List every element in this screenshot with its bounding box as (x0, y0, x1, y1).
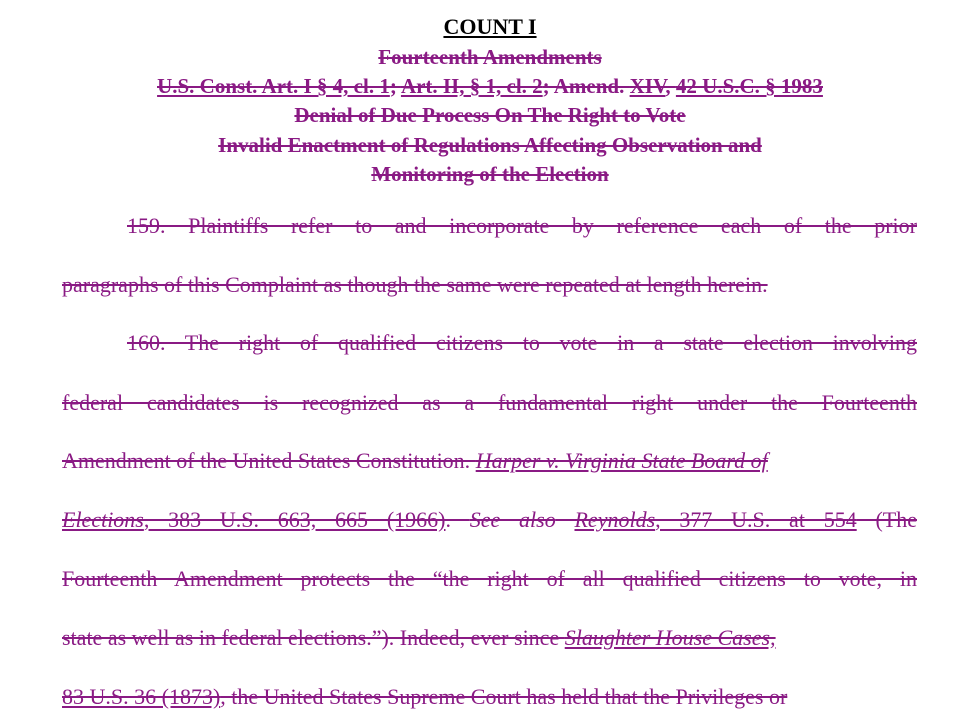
heading-line-2 (0, 73, 980, 99)
case-citation-reynolds: Reynolds (574, 507, 656, 532)
case-citation-harper: Harper v. Virginia State Board of (475, 448, 768, 473)
paragraph-160-line-1: 160. The right of qualified citizens to vote in a state election involving (127, 330, 917, 355)
line-6-text: state as well as in federal elections.”). Indeed, ever since (62, 625, 565, 650)
line-3-text: Amendment of the United States Constitution. (62, 448, 476, 473)
case-citation-elections: Elections (62, 507, 144, 532)
heading-line-5: Monitoring of the Election (371, 162, 609, 186)
reporter-cite-383: , 383 U.S. 663, 665 (1966) (143, 507, 446, 532)
line-4-sep-2 (556, 507, 575, 532)
paragraph-160-line-7 (62, 683, 917, 711)
citation-sep-1: ; (389, 74, 401, 98)
heading-line-4: Invalid Enactment of Regulations Affecting Observation and (218, 133, 762, 157)
paragraph-159-line-2: paragraphs of this Complaint as though the same were repeated at length herein. (62, 272, 768, 297)
line-7-text: , the United States Supreme Court has held that the Privileges or (220, 684, 788, 709)
paragraph-160-line-5: Fourteenth Amendment protects the “the right of all qualified citizens to vote, in (62, 566, 917, 591)
reporter-cite-83: 83 U.S. 36 (1873) (62, 684, 221, 709)
signal-see-also: See also (469, 507, 556, 532)
line-4-tail: (The (856, 507, 917, 532)
paragraph-160-line-4 (62, 506, 917, 534)
citation-sep-2: ; Amend. (542, 74, 630, 98)
count-title: COUNT I (443, 14, 537, 39)
paragraph-160-line-6 (62, 624, 917, 652)
reporter-cite-377: , 377 U.S. at 554 (655, 507, 857, 532)
citation-amend-xiv: XIV (629, 74, 666, 98)
citation-art-ii: Art. II, § 1, cl. 2 (400, 74, 543, 98)
heading-line-3: Denial of Due Process On The Right to Vote (294, 103, 686, 127)
citation-usc-1983: 42 U.S.C. § 1983 (675, 74, 823, 98)
paragraph-159-line-1: 159. Plaintiffs refer to and incorporate by reference each of the prior (127, 213, 917, 238)
case-citation-slaughter-house: Slaughter House Cases, (564, 625, 776, 650)
citation-sep-3: , (665, 74, 676, 98)
heading-line-1: Fourteenth Amendments (378, 45, 602, 69)
citation-art-i: U.S. Const. Art. I § 4, cl. 1 (157, 74, 390, 98)
paragraph-160-line-2: federal candidates is recognized as a fundamental right under the Fourteenth (62, 390, 917, 415)
paragraph-160-line-3 (62, 447, 917, 475)
line-4-sep-1: . (445, 507, 470, 532)
